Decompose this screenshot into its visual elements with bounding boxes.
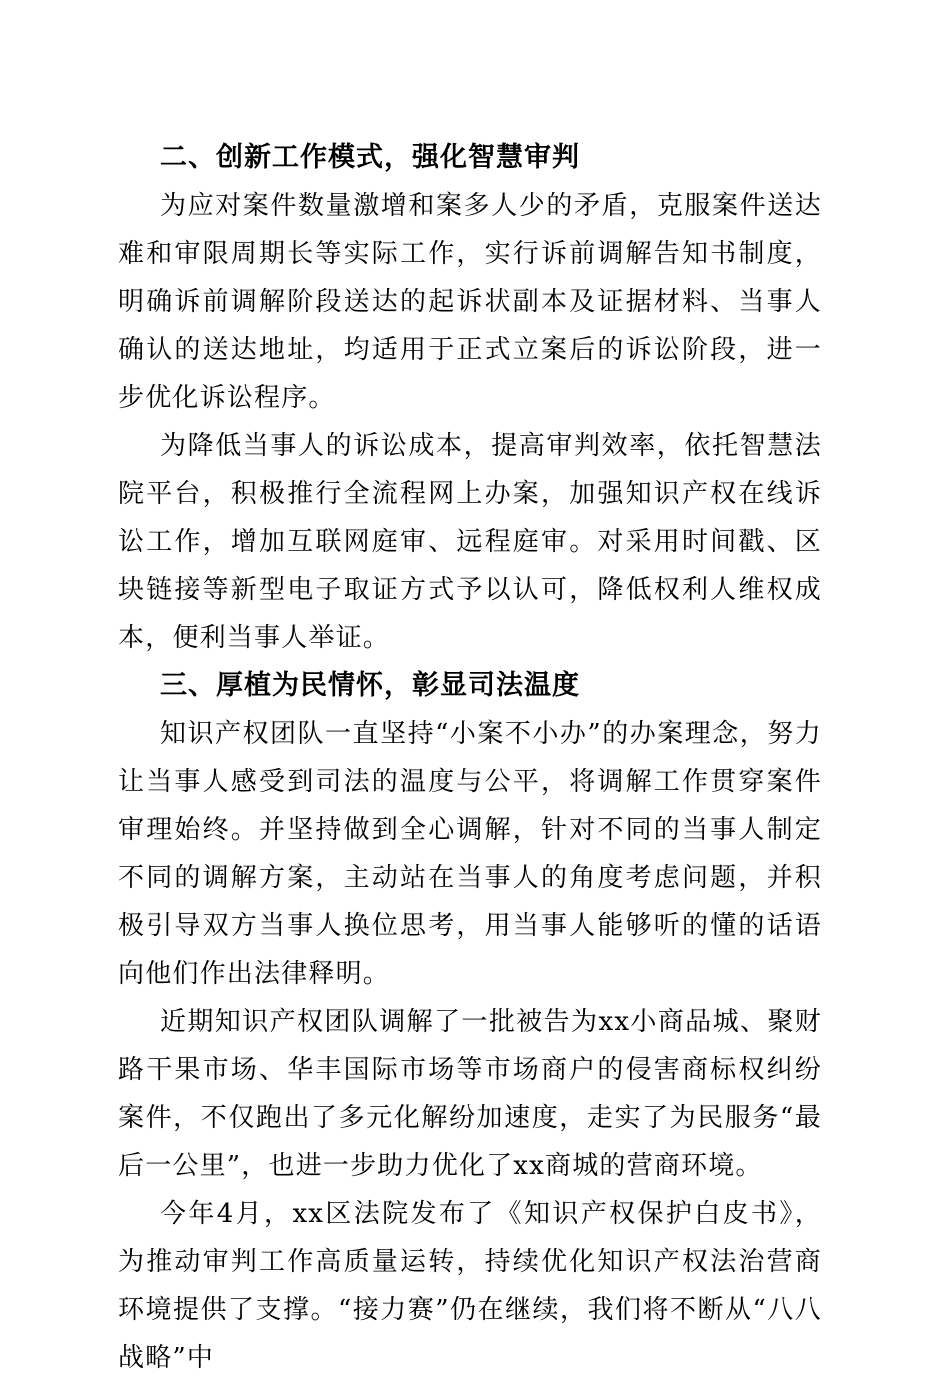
paragraph-mediation-philosophy: 知识产权团队一直坚持“小案不小办”的办案理念，努力让当事人感受到司法的温度与公平，将调解工作贯穿案件审理始终。并坚持做到全心调解，针对不同的当事人制定不同的调解方案，主动站在当事人的角度考虑问题，并积极引导双方当事人换位思考，用当事人能够听的懂的话语向他们作出法律释明。: [118, 719, 822, 989]
section-heading-innovation: 二、创新工作模式，强化智慧审判: [160, 142, 580, 173]
section-heading-public-service: 三、厚植为民情怀，彰显司法温度: [160, 670, 580, 701]
paragraph-pre-litigation-mediation: 为应对案件数量激增和案多人少的矛盾，克服案件送达难和审限周期长等实际工作，实行诉前调解告知书制度，明确诉前调解阶段送达的起诉状副本及证据材料、当事人确认的送达地址，均适用于正式立案后的诉讼阶段，进一步优化诉讼程序。: [118, 191, 822, 413]
document-body: [118, 134, 822, 1382]
paragraph-white-paper: 今年4月，xx区法院发布了《知识产权保护白皮书》，为推动审判工作高质量运转，持续优化知识产权法治营商环境提供了支撑。“接力赛”仍在继续，我们将不断从“八八战略”中: [118, 1199, 822, 1373]
paragraph-smart-court-online: 为降低当事人的诉讼成本，提高审判效率，依托智慧法院平台，积极推行全流程网上办案，加强知识产权在线诉讼工作，增加互联网庭审、远程庭审。对采用时间戳、区块链接等新型电子取证方式予以认可，降低权利人维权成本，便利当事人举证。: [118, 431, 822, 653]
paragraph-trademark-disputes: 近期知识产权团队调解了一批被告为xx小商品城、聚财路干果市场、华丰国际市场等市场商户的侵害商标权纠纷案件，不仅跑出了多元化解纷加速度，走实了为民服务“最后一公里”，也进一步助力优化了xx商城的营商环境。: [118, 1007, 822, 1181]
